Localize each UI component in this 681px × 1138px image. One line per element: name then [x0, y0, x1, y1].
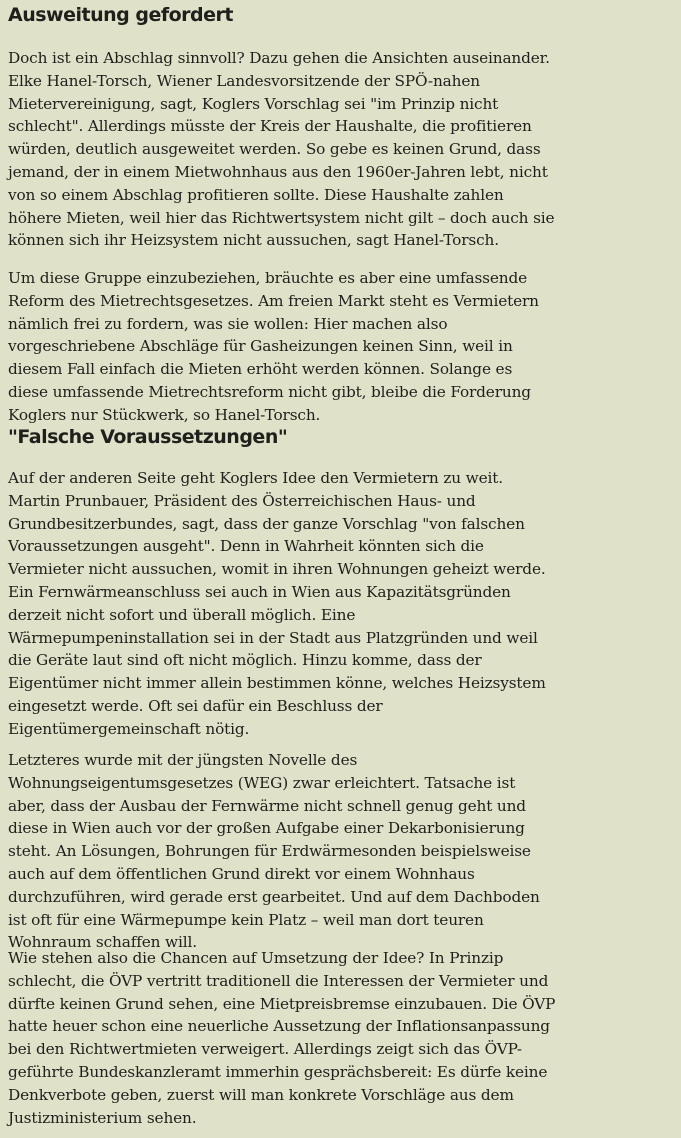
article-paragraph: Letzteres wurde mit der jüngsten Novelle des Wohnungseigentumsgesetzes (WEG) zwar erleichtert. Tatsache ist aber, dass der Ausbau der Fernwärme nicht schnell genug geht und diese in Wien auch vor der großen Aufgabe einer Dekarbonisierung steht. An Lösungen, Bohrungen für Erdwärmesonden beispielsweise auch auf dem öffentlichen Grund direkt vor einem Wohnhaus durchzuführen, wird gerade erst gearbeitet. Und auf dem Dachboden ist oft für eine Wärmepumpe kein Platz – weil man dort teuren Wohnraum schaffen will. — [8, 751, 540, 952]
article-paragraph: Doch ist ein Abschlag sinnvoll? Dazu gehen die Ansichten auseinander. Elke Hanel-Torsch, Wiener Landesvorsitzende der SPÖ-nahen Mietervereinigung, sagt, Koglers Vorschlag sei "im Prinzip nicht schlecht". Allerdings müsste der Kreis der Haushalte, die profitieren würden, deutlich ausgeweitet werden. So gebe es keinen Grund, dass jemand, der in einem Mietwohnhaus aus den 1960er-Jahren lebt, nicht von so einem Abschlag profitieren sollte. Diese Haushalte zahlen höhere Mieten, weil hier das Richtwertsystem nicht gilt – doch auch sie können sich ihr Heizsystem nicht aussuchen, sagt Hanel-Torsch. — [8, 49, 555, 250]
section-heading-ausweitung: Ausweitung gefordert — [8, 4, 233, 26]
article-paragraph: Auf der anderen Seite geht Koglers Idee den Vermietern zu weit. Martin Prunbauer, Präsident des Österreichischen Haus- und Grundbesitzerbundes, sagt, dass der ganze Vorschlag "von falschen Voraussetzungen ausgeht". Denn in Wahrheit könnten sich die Vermieter nicht aussuchen, womit in ihren Wohnungen geheizt werde. Ein Fernwärmeanschluss sei auch in Wien aus Kapazitätsgründen derzeit nicht sofort und überall möglich. Eine Wärmepumpeninstallation sei in der Stadt aus Platzgründen und weil die Geräte laut sind oft nicht möglich. Hinzu komme, dass der Eigentümer nicht immer allein bestimmen könne, welches Heizsystem eingesetzt werde. Oft sei dafür ein Beschluss der Eigentümergemeinschaft nötig. — [8, 469, 546, 738]
article-paragraph: Um diese Gruppe einzubeziehen, bräuchte es aber eine umfassende Reform des Mietrechtsgesetzes. Am freien Markt steht es Vermietern nämlich frei zu fordern, was sie wollen: Hier machen also vorgeschriebene Abschläge für Gasheizungen keinen Sinn, weil in diesem Fall einfach die Mieten erhöht werden können. Solange es diese umfassende Mietrechtsreform nicht gibt, bleibe die Forderung Koglers nur Stückwerk, so Hanel-Torsch. — [8, 269, 539, 424]
article-paragraph: Wie stehen also die Chancen auf Umsetzung der Idee? In Prinzip schlecht, die ÖVP vertritt traditionell die Interessen der Vermieter und dürfte keinen Grund sehen, eine Mietpreisbremse einzubauen. Die ÖVP hatte heuer schon eine neuerliche Aussetzung der Inflationsanpassung bei den Richtwertmieten verweigert. Allerdings zeigt sich das ÖVP-geführte Bundeskanzleramt immerhin gesprächsbereit: Es dürfe keine Denkverbote geben, zuerst will man konkrete Vorschläge aus dem Justizministerium sehen. — [8, 949, 556, 1127]
section-heading-falsche-voraussetzungen: "Falsche Voraussetzungen" — [8, 426, 288, 448]
